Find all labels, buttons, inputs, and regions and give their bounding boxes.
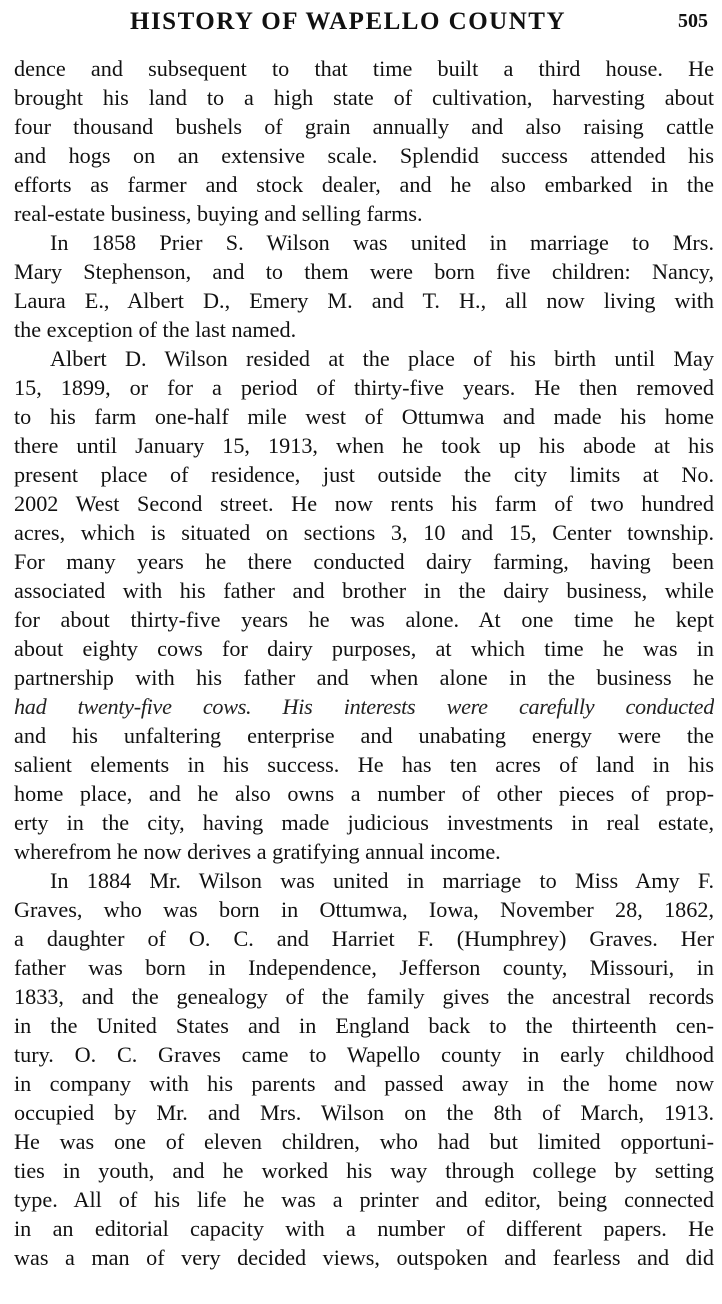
text-line: real-estate business, buying and selling farms. (14, 201, 423, 226)
text-line: Mary Stephenson, and to them were born five children: Nancy, (14, 259, 714, 284)
text-line: 1833, and the genealogy of the family gives the ancestral records (14, 984, 714, 1009)
text-line: In 1884 Mr. Wilson was united in marriage to Miss Amy F. (50, 868, 714, 893)
text-line: in the United States and in England back to the thirteenth cen- (14, 1013, 714, 1038)
text-line: Albert D. Wilson resided at the place of his birth until May (50, 346, 714, 371)
text-line: and his unfaltering enterprise and unabating energy were the (14, 723, 714, 748)
text-line: to his farm one-half mile west of Ottumwa and made his home (14, 404, 714, 429)
text-line: He was one of eleven children, who had but limited opportuni- (14, 1129, 714, 1154)
paragraph-1 (14, 54, 714, 228)
text-line: type. All of his life he was a printer and editor, being connected (14, 1187, 714, 1212)
text-line-smudged: had twenty-five cows. His interests were carefully conducted (14, 694, 714, 719)
text-line: Graves, who was born in Ottumwa, Iowa, November 28, 1862, (14, 897, 714, 922)
text-line: brought his land to a high state of cultivation, harvesting about (14, 85, 714, 110)
text-line: for about thirty-five years he was alone. At one time he kept (14, 607, 714, 632)
text-line: Laura E., Albert D., Emery M. and T. H., all now living with (14, 288, 714, 313)
text-line: about eighty cows for dairy purposes, at which time he was in (14, 636, 714, 661)
text-line: home place, and he also owns a number of other pieces of prop- (14, 781, 714, 806)
text-line: a daughter of O. C. and Harriet F. (Humphrey) Graves. Her (14, 926, 714, 951)
text-line: dence and subsequent to that time built a third house. He (14, 56, 714, 81)
text-line: acres, which is situated on sections 3, 10 and 15, Center township. (14, 520, 714, 545)
page-number: 505 (678, 10, 708, 32)
running-title: HISTORY OF WAPELLO COUNTY (130, 8, 566, 35)
text-line: and hogs on an extensive scale. Splendid success attended his (14, 143, 714, 168)
text-line: father was born in Independence, Jefferson county, Missouri, in (14, 955, 714, 980)
text-line: 15, 1899, or for a period of thirty-five years. He then removed (14, 375, 714, 400)
text-line: partnership with his father and when alone in the business he (14, 665, 714, 690)
text-line: 2002 West Second street. He now rents his farm of two hundred (14, 491, 714, 516)
text-line: there until January 15, 1913, when he took up his abode at his (14, 433, 714, 458)
text-line: erty in the city, having made judicious investments in real estate, (14, 810, 714, 835)
text-line: in company with his parents and passed away in the home now (14, 1071, 714, 1096)
text-line: associated with his father and brother in the dairy business, while (14, 578, 714, 603)
text-line: In 1858 Prier S. Wilson was united in marriage to Mrs. (50, 230, 714, 255)
paragraph-3 (14, 344, 714, 866)
page-header (0, 4, 722, 44)
paragraph-4 (14, 866, 714, 1272)
body-text (14, 54, 714, 1272)
text-line: occupied by Mr. and Mrs. Wilson on the 8th of March, 1913. (14, 1100, 714, 1125)
text-line: was a man of very decided views, outspoken and fearless and did (14, 1245, 714, 1270)
text-line: the exception of the last named. (14, 317, 297, 342)
text-line: For many years he there conducted dairy farming, having been (14, 549, 714, 574)
text-line: efforts as farmer and stock dealer, and he also embarked in the (14, 172, 714, 197)
paragraph-2 (14, 228, 714, 344)
text-line: in an editorial capacity with a number of different papers. He (14, 1216, 714, 1241)
text-line: ties in youth, and he worked his way through college by setting (14, 1158, 714, 1183)
text-line: tury. O. C. Graves came to Wapello county in early childhood (14, 1042, 714, 1067)
text-line: four thousand bushels of grain annually and also raising cattle (14, 114, 714, 139)
text-line: present place of residence, just outside the city limits at No. (14, 462, 714, 487)
text-line: wherefrom he now derives a gratifying annual income. (14, 839, 501, 864)
text-line: salient elements in his success. He has ten acres of land in his (14, 752, 714, 777)
